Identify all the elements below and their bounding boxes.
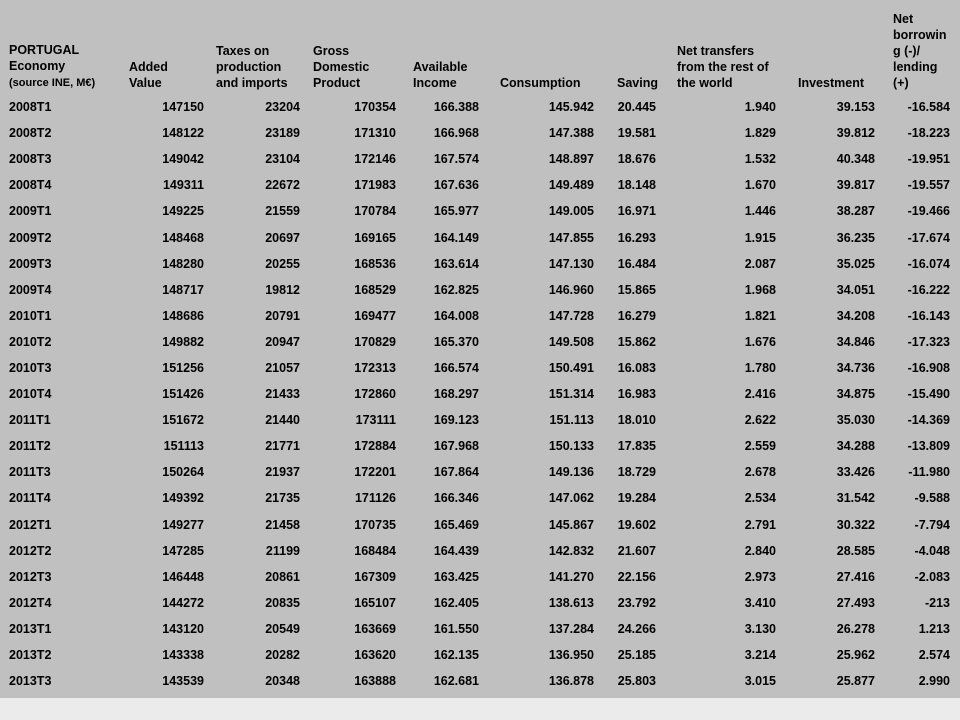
value-cell: 164.008	[433, 308, 479, 323]
value-cell: -4.048	[914, 543, 950, 558]
value-cell: 168536	[354, 256, 396, 271]
value-cell: 147.062	[548, 491, 594, 506]
value-cell: 34.208	[836, 308, 875, 323]
value-cell: 2.678	[744, 465, 776, 480]
value-cell: 171310	[354, 126, 396, 141]
table-row	[0, 642, 958, 668]
value-cell: -18.223	[907, 126, 950, 141]
value-cell: 23189	[265, 126, 300, 141]
period-cell: 2009T3	[9, 256, 52, 271]
header-line: Value	[129, 76, 162, 90]
value-cell: 23.792	[617, 595, 656, 610]
value-cell: 18.676	[617, 152, 656, 167]
table-row	[0, 277, 958, 303]
value-cell: 162.681	[433, 674, 479, 689]
header-gdp	[307, 0, 402, 94]
value-cell: 147.728	[548, 308, 594, 323]
value-cell: 16.293	[617, 230, 656, 245]
value-cell: 1.915	[744, 230, 776, 245]
value-cell: 21937	[265, 465, 300, 480]
header-line: (source INE, M€)	[9, 77, 96, 89]
value-cell: 165.977	[433, 204, 479, 219]
value-cell: 1.676	[744, 334, 776, 349]
period-cell: 2010T3	[9, 360, 52, 375]
value-cell: 1.780	[744, 360, 776, 375]
value-cell: 1.821	[744, 308, 776, 323]
value-cell: 150264	[162, 465, 204, 480]
value-cell: -19.466	[907, 204, 950, 219]
value-cell: 15.862	[617, 334, 656, 349]
period-cell: 2008T1	[9, 100, 52, 115]
value-cell: -13.809	[907, 439, 950, 454]
header-line: Investment	[798, 76, 864, 90]
header-row	[0, 0, 958, 94]
header-line: g (-)/	[893, 44, 921, 58]
value-cell: 136.878	[548, 674, 594, 689]
value-cell: 21.607	[617, 543, 656, 558]
value-cell: 20697	[265, 230, 300, 245]
value-cell: 34.846	[836, 334, 875, 349]
value-cell: 165107	[354, 595, 396, 610]
table-row	[0, 668, 958, 694]
value-cell: 22672	[265, 178, 300, 193]
header-net-borrowing-lending	[881, 0, 958, 94]
header-line: Taxes on	[216, 44, 270, 58]
value-cell: 2.622	[744, 413, 776, 428]
table-row	[0, 120, 958, 146]
value-cell: 22.156	[617, 569, 656, 584]
value-cell: 20861	[265, 569, 300, 584]
value-cell: 149.489	[548, 178, 594, 193]
value-cell: 148717	[162, 282, 204, 297]
value-cell: 15.865	[617, 282, 656, 297]
value-cell: 166.388	[433, 100, 479, 115]
value-cell: 1.968	[744, 282, 776, 297]
value-cell: 1.829	[744, 126, 776, 141]
value-cell: 162.825	[433, 282, 479, 297]
value-cell: 39.812	[836, 126, 875, 141]
value-cell: -9.588	[914, 491, 950, 506]
value-cell: 164.149	[433, 230, 479, 245]
value-cell: 1.532	[744, 152, 776, 167]
value-cell: 1.213	[918, 621, 950, 636]
value-cell: 171126	[354, 491, 396, 506]
value-cell: 168.297	[433, 387, 479, 402]
value-cell: -19.557	[907, 178, 950, 193]
value-cell: 167.864	[433, 465, 479, 480]
table-row	[0, 538, 958, 564]
value-cell: 137.284	[548, 621, 594, 636]
value-cell: 168484	[354, 543, 396, 558]
header-line: Product	[313, 76, 361, 90]
value-cell: 19.602	[617, 517, 656, 532]
table-row	[0, 94, 958, 120]
value-cell: 19.581	[617, 126, 656, 141]
value-cell: 21440	[265, 413, 300, 428]
value-cell: 39.817	[836, 178, 875, 193]
value-cell: 170354	[354, 100, 396, 115]
value-cell: 149392	[162, 491, 204, 506]
header-line: Gross	[313, 44, 350, 58]
value-cell: 34.875	[836, 387, 875, 402]
header-line: from the rest of	[677, 60, 769, 74]
value-cell: 1.670	[744, 178, 776, 193]
value-cell: 163669	[354, 621, 396, 636]
value-cell: 166.346	[433, 491, 479, 506]
value-cell: 148280	[162, 256, 204, 271]
table-row	[0, 564, 958, 590]
period-cell: 2011T3	[9, 465, 51, 480]
header-line: Available	[413, 60, 468, 74]
value-cell: 169477	[354, 308, 396, 323]
value-cell: 18.729	[617, 465, 656, 480]
header-line: Economy	[9, 59, 66, 73]
value-cell: -11.980	[908, 465, 950, 480]
table-row	[0, 146, 958, 172]
value-cell: 16.083	[617, 360, 656, 375]
value-cell: 138.613	[548, 595, 594, 610]
period-cell: 2011T2	[9, 439, 51, 454]
header-line: Consumption	[500, 76, 581, 90]
period-cell: 2008T4	[9, 178, 52, 193]
header-line: Net transfers	[677, 44, 755, 58]
value-cell: 36.235	[836, 230, 875, 245]
table-row	[0, 590, 958, 616]
period-cell: 2012T4	[9, 595, 52, 610]
value-cell: 27.416	[836, 569, 875, 584]
header-line: Net	[893, 12, 914, 26]
value-cell: 20549	[265, 621, 300, 636]
value-cell: 19.284	[617, 491, 656, 506]
table-body	[0, 94, 958, 694]
value-cell: 149042	[162, 152, 204, 167]
value-cell: 148122	[162, 126, 204, 141]
value-cell: 151256	[162, 360, 204, 375]
header-line: Domestic	[313, 60, 370, 74]
value-cell: 16.971	[617, 204, 656, 219]
value-cell: 145.942	[548, 100, 594, 115]
period-cell: 2011T4	[9, 491, 51, 506]
header-saving	[600, 0, 662, 94]
value-cell: 149.136	[548, 465, 594, 480]
value-cell: 25.185	[617, 648, 656, 663]
value-cell: 163620	[354, 648, 396, 663]
value-cell: 2.087	[744, 256, 776, 271]
table-row	[0, 355, 958, 381]
value-cell: 25.962	[836, 648, 875, 663]
value-cell: -7.794	[914, 517, 950, 532]
value-cell: 161.550	[433, 621, 479, 636]
header-consumption	[485, 0, 600, 94]
period-cell: 2010T4	[9, 387, 52, 402]
value-cell: 141.270	[548, 569, 594, 584]
value-cell: 21735	[265, 491, 300, 506]
value-cell: -15.490	[907, 387, 950, 402]
value-cell: 20348	[265, 674, 300, 689]
period-cell: 2009T4	[9, 282, 52, 297]
value-cell: 38.287	[836, 204, 875, 219]
period-cell: 2008T2	[9, 126, 52, 141]
value-cell: 151672	[162, 413, 204, 428]
value-cell: 169165	[354, 230, 396, 245]
value-cell: 16.279	[617, 308, 656, 323]
period-cell: 2008T3	[9, 152, 52, 167]
table-row	[0, 198, 958, 224]
value-cell: 20835	[265, 595, 300, 610]
period-cell: 2009T2	[9, 230, 52, 245]
value-cell: 171983	[354, 178, 396, 193]
table-row	[0, 459, 958, 485]
value-cell: -14.369	[907, 413, 950, 428]
value-cell: 172884	[354, 439, 396, 454]
value-cell: 148468	[162, 230, 204, 245]
value-cell: -213	[924, 595, 950, 610]
value-cell: 16.983	[617, 387, 656, 402]
value-cell: 35.030	[836, 413, 875, 428]
value-cell: 150.491	[548, 360, 594, 375]
table-row	[0, 407, 958, 433]
value-cell: 2.574	[918, 648, 950, 663]
value-cell: 147.388	[548, 126, 594, 141]
table-row	[0, 433, 958, 459]
table-row	[0, 485, 958, 511]
value-cell: 162.405	[433, 595, 479, 610]
value-cell: 35.025	[836, 256, 875, 271]
value-cell: 147.130	[548, 256, 594, 271]
value-cell: 151113	[163, 439, 204, 454]
header-portugal-economy	[0, 0, 120, 94]
value-cell: 21559	[265, 204, 300, 219]
value-cell: 165.370	[433, 334, 479, 349]
value-cell: 146.960	[548, 282, 594, 297]
value-cell: 149.005	[548, 204, 594, 219]
value-cell: 40.348	[836, 152, 875, 167]
table-row	[0, 251, 958, 277]
value-cell: 173111	[355, 413, 396, 428]
value-cell: 170784	[354, 204, 396, 219]
value-cell: 2.973	[744, 569, 776, 584]
value-cell: 172313	[354, 360, 396, 375]
value-cell: -16.584	[907, 100, 950, 115]
value-cell: 142.832	[548, 543, 594, 558]
value-cell: 149311	[162, 178, 204, 193]
header-line: borrowin	[893, 28, 947, 42]
value-cell: 166.574	[433, 360, 479, 375]
value-cell: 148686	[162, 308, 204, 323]
table-row	[0, 616, 958, 642]
header-added-value	[120, 0, 210, 94]
header-line: PORTUGAL	[9, 43, 80, 57]
period-cell: 2013T1	[9, 621, 52, 636]
table-row	[0, 512, 958, 538]
value-cell: 1.446	[744, 204, 776, 219]
value-cell: 18.148	[617, 178, 656, 193]
value-cell: 163.425	[433, 569, 479, 584]
value-cell: 164.439	[433, 543, 479, 558]
header-net-transfers	[662, 0, 782, 94]
value-cell: 34.736	[836, 360, 875, 375]
table-row	[0, 381, 958, 407]
value-cell: 27.493	[836, 595, 875, 610]
value-cell: 149225	[162, 204, 204, 219]
value-cell: 1.940	[744, 100, 776, 115]
value-cell: 34.288	[836, 439, 875, 454]
header-line: Income	[413, 76, 457, 90]
value-cell: 148.897	[548, 152, 594, 167]
period-cell: 2012T3	[9, 569, 52, 584]
value-cell: 143338	[162, 648, 204, 663]
value-cell: 30.322	[836, 517, 875, 532]
value-cell: 163888	[354, 674, 396, 689]
value-cell: 20.445	[617, 100, 656, 115]
value-cell: 167.574	[433, 152, 479, 167]
value-cell: 2.559	[744, 439, 776, 454]
period-cell: 2013T2	[9, 648, 52, 663]
value-cell: 169.123	[433, 413, 479, 428]
value-cell: 17.835	[617, 439, 656, 454]
value-cell: 20255	[265, 256, 300, 271]
value-cell: 170735	[354, 517, 396, 532]
period-cell: 2009T1	[9, 204, 52, 219]
value-cell: 149882	[162, 334, 204, 349]
value-cell: 19812	[265, 282, 300, 297]
header-line: the world	[677, 76, 733, 90]
value-cell: 3.214	[744, 648, 776, 663]
value-cell: 21771	[265, 439, 300, 454]
value-cell: 149277	[162, 517, 204, 532]
value-cell: 2.840	[744, 543, 776, 558]
value-cell: -2.083	[914, 569, 950, 584]
value-cell: 18.010	[617, 413, 656, 428]
value-cell: -16.143	[907, 308, 950, 323]
value-cell: 21433	[265, 387, 300, 402]
value-cell: 147150	[162, 100, 204, 115]
value-cell: 2.791	[744, 517, 776, 532]
value-cell: 147285	[162, 543, 204, 558]
value-cell: 143120	[162, 621, 204, 636]
period-cell: 2010T1	[9, 308, 52, 323]
value-cell: 166.968	[433, 126, 479, 141]
value-cell: 167.636	[433, 178, 479, 193]
value-cell: 3.015	[744, 674, 776, 689]
value-cell: 21458	[265, 517, 300, 532]
value-cell: 3.130	[744, 621, 776, 636]
value-cell: 172860	[354, 387, 396, 402]
header-available-income	[402, 0, 485, 94]
header-investment	[782, 0, 881, 94]
value-cell: 23104	[265, 152, 300, 167]
value-cell: 2.990	[918, 674, 950, 689]
value-cell: 163.614	[433, 256, 479, 271]
value-cell: 21057	[265, 360, 300, 375]
value-cell: 25.877	[836, 674, 875, 689]
value-cell: 149.508	[548, 334, 594, 349]
value-cell: 167.968	[433, 439, 479, 454]
value-cell: -17.674	[907, 230, 950, 245]
value-cell: 24.266	[617, 621, 656, 636]
value-cell: 2.534	[744, 491, 776, 506]
value-cell: -16.908	[907, 360, 950, 375]
value-cell: 136.950	[548, 648, 594, 663]
header-line: Saving	[617, 76, 658, 90]
table-row	[0, 303, 958, 329]
header-line: production	[216, 60, 282, 74]
value-cell: 151.314	[548, 387, 594, 402]
value-cell: 150.133	[548, 439, 594, 454]
value-cell: 168529	[354, 282, 396, 297]
value-cell: 23204	[265, 100, 300, 115]
value-cell: 39.153	[836, 100, 875, 115]
value-cell: 16.484	[617, 256, 656, 271]
value-cell: 28.585	[836, 543, 875, 558]
value-cell: 20282	[265, 648, 300, 663]
value-cell: 20947	[265, 334, 300, 349]
value-cell: 34.051	[836, 282, 875, 297]
value-cell: 165.469	[433, 517, 479, 532]
value-cell: 172146	[354, 152, 396, 167]
value-cell: 144272	[162, 595, 204, 610]
period-cell: 2013T3	[9, 674, 52, 689]
value-cell: -19.951	[907, 152, 950, 167]
value-cell: 143539	[162, 674, 204, 689]
value-cell: 151426	[162, 387, 204, 402]
value-cell: 147.855	[548, 230, 594, 245]
value-cell: -17.323	[907, 334, 950, 349]
table-row	[0, 172, 958, 198]
header-line: and imports	[216, 76, 288, 90]
period-cell: 2010T2	[9, 334, 52, 349]
header-line: lending	[893, 60, 938, 74]
period-cell: 2012T1	[9, 517, 52, 532]
value-cell: 145.867	[548, 517, 594, 532]
value-cell: 31.542	[836, 491, 875, 506]
value-cell: 21199	[265, 543, 300, 558]
value-cell: 2.416	[744, 387, 776, 402]
value-cell: 167309	[354, 569, 396, 584]
header-line: (+)	[893, 76, 909, 90]
table-row	[0, 224, 958, 250]
value-cell: 20791	[265, 308, 300, 323]
value-cell: -16.074	[907, 256, 950, 271]
value-cell: 151.113	[549, 413, 594, 428]
period-cell: 2011T1	[9, 413, 51, 428]
value-cell: -16.222	[907, 282, 950, 297]
value-cell: 172201	[354, 465, 396, 480]
period-cell: 2012T2	[9, 543, 52, 558]
value-cell: 3.410	[744, 595, 776, 610]
header-line: Added	[129, 60, 168, 74]
value-cell: 162.135	[433, 648, 479, 663]
value-cell: 146448	[162, 569, 204, 584]
value-cell: 25.803	[617, 674, 656, 689]
header-taxes	[210, 0, 307, 94]
value-cell: 26.278	[836, 621, 875, 636]
table-row	[0, 329, 958, 355]
value-cell: 170829	[354, 334, 396, 349]
value-cell: 33.426	[836, 465, 875, 480]
